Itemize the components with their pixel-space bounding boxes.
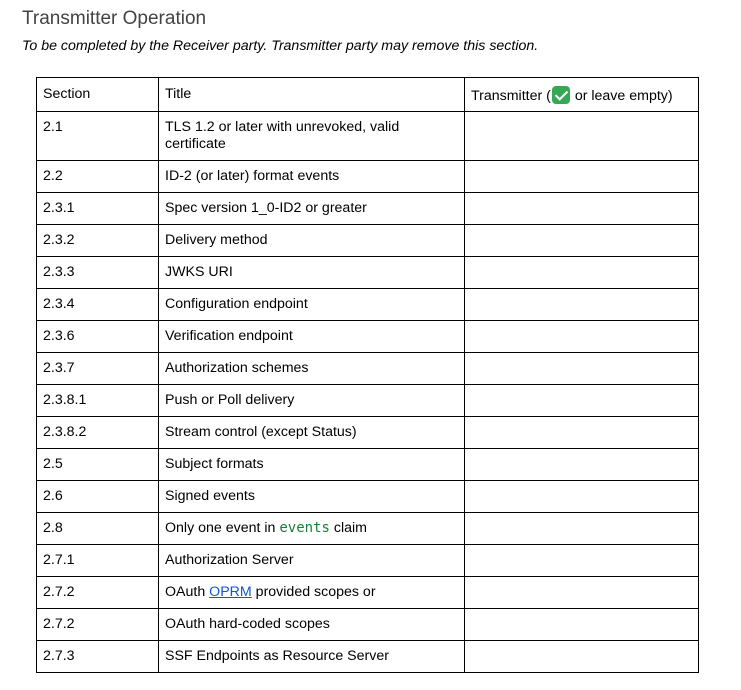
cell-transmitter[interactable]: [465, 112, 699, 161]
cell-section: 2.7.2: [37, 577, 159, 609]
table-header-row: [37, 78, 699, 112]
title-prefix: Only one event in: [165, 520, 280, 536]
cell-section: 2.6: [37, 481, 159, 513]
cell-transmitter[interactable]: [465, 577, 699, 609]
cell-transmitter[interactable]: [465, 641, 699, 673]
cell-transmitter[interactable]: [465, 257, 699, 289]
cell-title: Signed events: [159, 481, 465, 513]
header-section: Section: [37, 78, 159, 112]
cell-section: 2.3.2: [37, 225, 159, 257]
cell-title: Verification endpoint: [159, 321, 465, 353]
cell-title: [159, 513, 465, 545]
cell-title: Configuration endpoint: [159, 289, 465, 321]
cell-title: TLS 1.2 or later with unrevoked, valid certificate: [159, 112, 465, 161]
cell-title: ID-2 (or later) format events: [159, 161, 465, 193]
table-row: [37, 321, 699, 353]
title-prefix: OAuth: [165, 584, 210, 600]
cell-transmitter[interactable]: [465, 417, 699, 449]
header-transmitter: [465, 78, 699, 112]
cell-title: Authorization Server: [159, 545, 465, 577]
cell-section: 2.3.8.2: [37, 417, 159, 449]
table-row: [37, 481, 699, 513]
cell-section: 2.1: [37, 112, 159, 161]
table-row: [37, 353, 699, 385]
header-transmitter-prefix: Transmitter (: [471, 88, 551, 104]
cell-title: Stream control (except Status): [159, 417, 465, 449]
cell-section: 2.3.6: [37, 321, 159, 353]
cell-transmitter[interactable]: [465, 481, 699, 513]
cell-title: Authorization schemes: [159, 353, 465, 385]
table-row: [37, 449, 699, 481]
cell-transmitter[interactable]: [465, 385, 699, 417]
cell-transmitter[interactable]: [465, 225, 699, 257]
cell-transmitter[interactable]: [465, 193, 699, 225]
table-row: [37, 112, 699, 161]
cell-section: 2.3.7: [37, 353, 159, 385]
cell-title: Spec version 1_0-ID2 or greater: [159, 193, 465, 225]
cell-transmitter[interactable]: [465, 321, 699, 353]
table-row: [37, 513, 699, 545]
cell-section: 2.2: [37, 161, 159, 193]
title-suffix: provided scopes or: [251, 584, 376, 600]
table-row: [37, 257, 699, 289]
cell-section: 2.3.1: [37, 193, 159, 225]
cell-title: [159, 577, 465, 609]
cell-title: JWKS URI: [159, 257, 465, 289]
table-row: [37, 225, 699, 257]
table-row: [37, 161, 699, 193]
oprm-link[interactable]: OPRM: [209, 584, 252, 600]
cell-section: 2.7.2: [37, 609, 159, 641]
cell-transmitter[interactable]: [465, 449, 699, 481]
cell-title: Push or Poll delivery: [159, 385, 465, 417]
cell-transmitter[interactable]: [465, 161, 699, 193]
cell-transmitter[interactable]: [465, 545, 699, 577]
events-code: events: [279, 520, 330, 536]
cell-transmitter[interactable]: [465, 513, 699, 545]
table-row: [37, 417, 699, 449]
table-row: [37, 385, 699, 417]
cell-transmitter[interactable]: [465, 353, 699, 385]
table-row: [37, 609, 699, 641]
cell-transmitter[interactable]: [465, 609, 699, 641]
cell-section: 2.7.1: [37, 545, 159, 577]
table-row: [37, 545, 699, 577]
cell-title: Delivery method: [159, 225, 465, 257]
cell-section: 2.3.8.1: [37, 385, 159, 417]
check-mark-button-icon: [552, 86, 570, 104]
title-suffix: claim: [329, 520, 367, 536]
instruction-note: To be completed by the Receiver party. Transmitter party may remove this section.: [22, 38, 539, 54]
cell-title: SSF Endpoints as Resource Server: [159, 641, 465, 673]
table-row: [37, 193, 699, 225]
page-heading: Transmitter Operation: [22, 8, 207, 29]
cell-section: 2.3.4: [37, 289, 159, 321]
cell-transmitter[interactable]: [465, 289, 699, 321]
cell-section: 2.7.3: [37, 641, 159, 673]
header-transmitter-suffix: or leave empty): [570, 88, 673, 104]
cell-title: Subject formats: [159, 449, 465, 481]
header-title: Title: [159, 78, 465, 112]
cell-section: 2.5: [37, 449, 159, 481]
table-row: [37, 641, 699, 673]
transmitter-checklist-table: [36, 77, 699, 673]
cell-section: 2.8: [37, 513, 159, 545]
table-row: [37, 577, 699, 609]
table-row: [37, 289, 699, 321]
cell-section: 2.3.3: [37, 257, 159, 289]
cell-title: OAuth hard-coded scopes: [159, 609, 465, 641]
